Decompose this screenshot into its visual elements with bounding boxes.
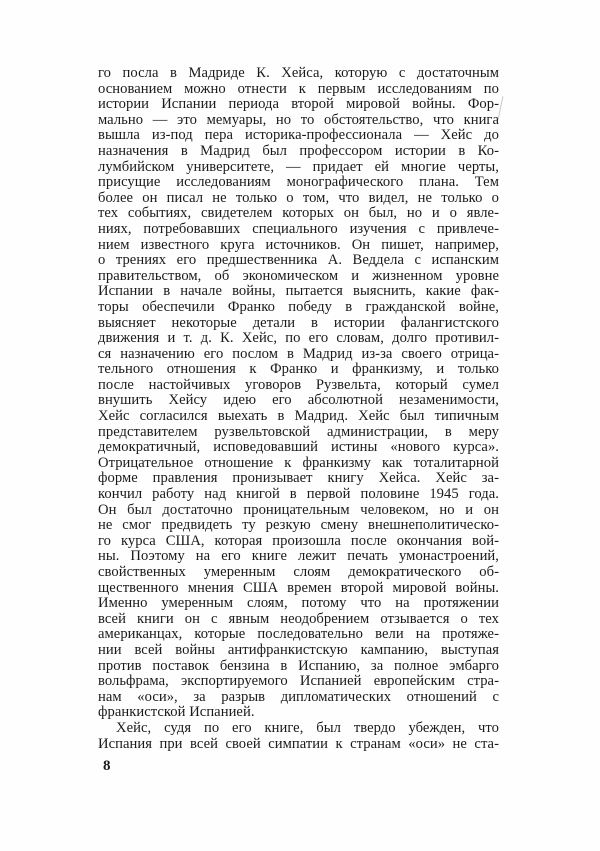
text-line: выясняет некоторые детали в истории фалангистского <box>98 314 499 331</box>
text-line: Хейс согласился выехать в Мадрид. Хейс был типичным <box>98 408 499 425</box>
text-line: франкистской Испанией. <box>98 704 255 721</box>
text-line: свойственных умеренным слоям демократического об- <box>98 564 499 580</box>
text-line: истории Испании периода второй мировой войны. Фор- <box>98 96 499 113</box>
text-line: го курса США, которая произошла после окончания вой- <box>98 532 499 549</box>
page-number: 8 <box>103 758 111 774</box>
text-line: Отрицательное отношение к франкизму как тоталитарной <box>98 454 499 471</box>
text-line: нии всей войны антифранкистскую кампанию, выступая <box>98 641 499 658</box>
text-line: го посла в Мадриде К. Хейса, которую с достаточным <box>98 65 499 81</box>
body-text <box>98 66 499 752</box>
paragraph <box>98 66 499 721</box>
text-line: не смог предвидеть ту резкую смену внешнеполитическо- <box>98 517 499 534</box>
text-line: демократичный, исповедовавший истины «нового курса». <box>98 439 499 456</box>
text-line: ниях, потребовавших специального изучения с привлече- <box>98 220 499 237</box>
text-line: щественного мнения США времен второй мировой войны. <box>98 579 499 596</box>
text-line: вышла из-под пера историка-профессионала — Хейс до <box>98 127 499 144</box>
text-line: мально — это мемуары, но то обстоятельство, что книга <box>98 111 499 128</box>
text-line: кончил работу над книгой в первой половине 1945 года. <box>98 486 499 503</box>
text-line: против поставок бензина в Испанию, за полное эмбарго <box>98 657 499 674</box>
text-line: лумбийском университете, — придает ей многие черты, <box>98 158 499 175</box>
text-line: ны. Поэтому на его книге лежит печать умонастроений, <box>98 548 499 565</box>
text-line: нам «оси», за разрыв дипломатических отношений с <box>98 688 499 705</box>
text-line: после настойчивых уговоров Рузвельта, который сумел <box>98 376 499 393</box>
text-line: американцах, которые последовательно вели на протяже- <box>98 626 499 643</box>
text-line: основанием можно отнести к первым исследованиям по <box>98 80 499 97</box>
text-line: назначения в Мадрид был профессором истории в Ко- <box>98 142 499 159</box>
paragraph <box>98 721 499 752</box>
text-line: движения и т. д. К. Хейс, по его словам, долго противил- <box>98 330 499 347</box>
text-line: присущие исследованиям монографического плана. Тем <box>98 174 499 191</box>
text-line: всей книги он с явным неодобрением отзывается о тех <box>98 610 499 627</box>
text-line: правительством, об экономическом и жизненном уровне <box>98 267 499 284</box>
text-line: тех событиях, свидетелем которых он был, но и о явле- <box>98 205 499 222</box>
text-line: Хейс, судя по его книге, был твердо убежден, что <box>116 719 499 736</box>
text-line: тельного отношения к Франко и франкизму, и только <box>98 361 499 378</box>
text-line: нием известного круга источников. Он пишет, например, <box>98 236 499 253</box>
text-line: представителем рузвельтовской администрации, в меру <box>98 423 499 440</box>
text-line: более он писал не только о том, что видел, не только о <box>98 189 499 206</box>
text-line: Именно умеренным слоям, потому что на протяжении <box>98 595 499 612</box>
text-line: внушить Хейсу идею его абсолютной незаменимости, <box>98 392 499 409</box>
text-line: форме правления пронизывает книгу Хейса. Хейс за- <box>98 470 499 487</box>
text-line: Он был достаточно проницательным человеком, но и он <box>98 501 499 518</box>
text-line: Испании в начале войны, пытается выяснить, какие фак- <box>98 283 499 300</box>
text-line: ся назначению его послом в Мадрид из-за своего отрица- <box>98 345 499 362</box>
text-line: Испания при всей своей симпатии к странам «оси» не ста- <box>98 735 499 752</box>
text-line: торы обеспечили Франко победу в гражданской войне, <box>98 298 499 315</box>
text-line: о трениях его предшественника А. Веддела с испанским <box>98 252 499 269</box>
text-line: вольфрама, экспортируемого Испанией европейским стра- <box>98 673 499 690</box>
